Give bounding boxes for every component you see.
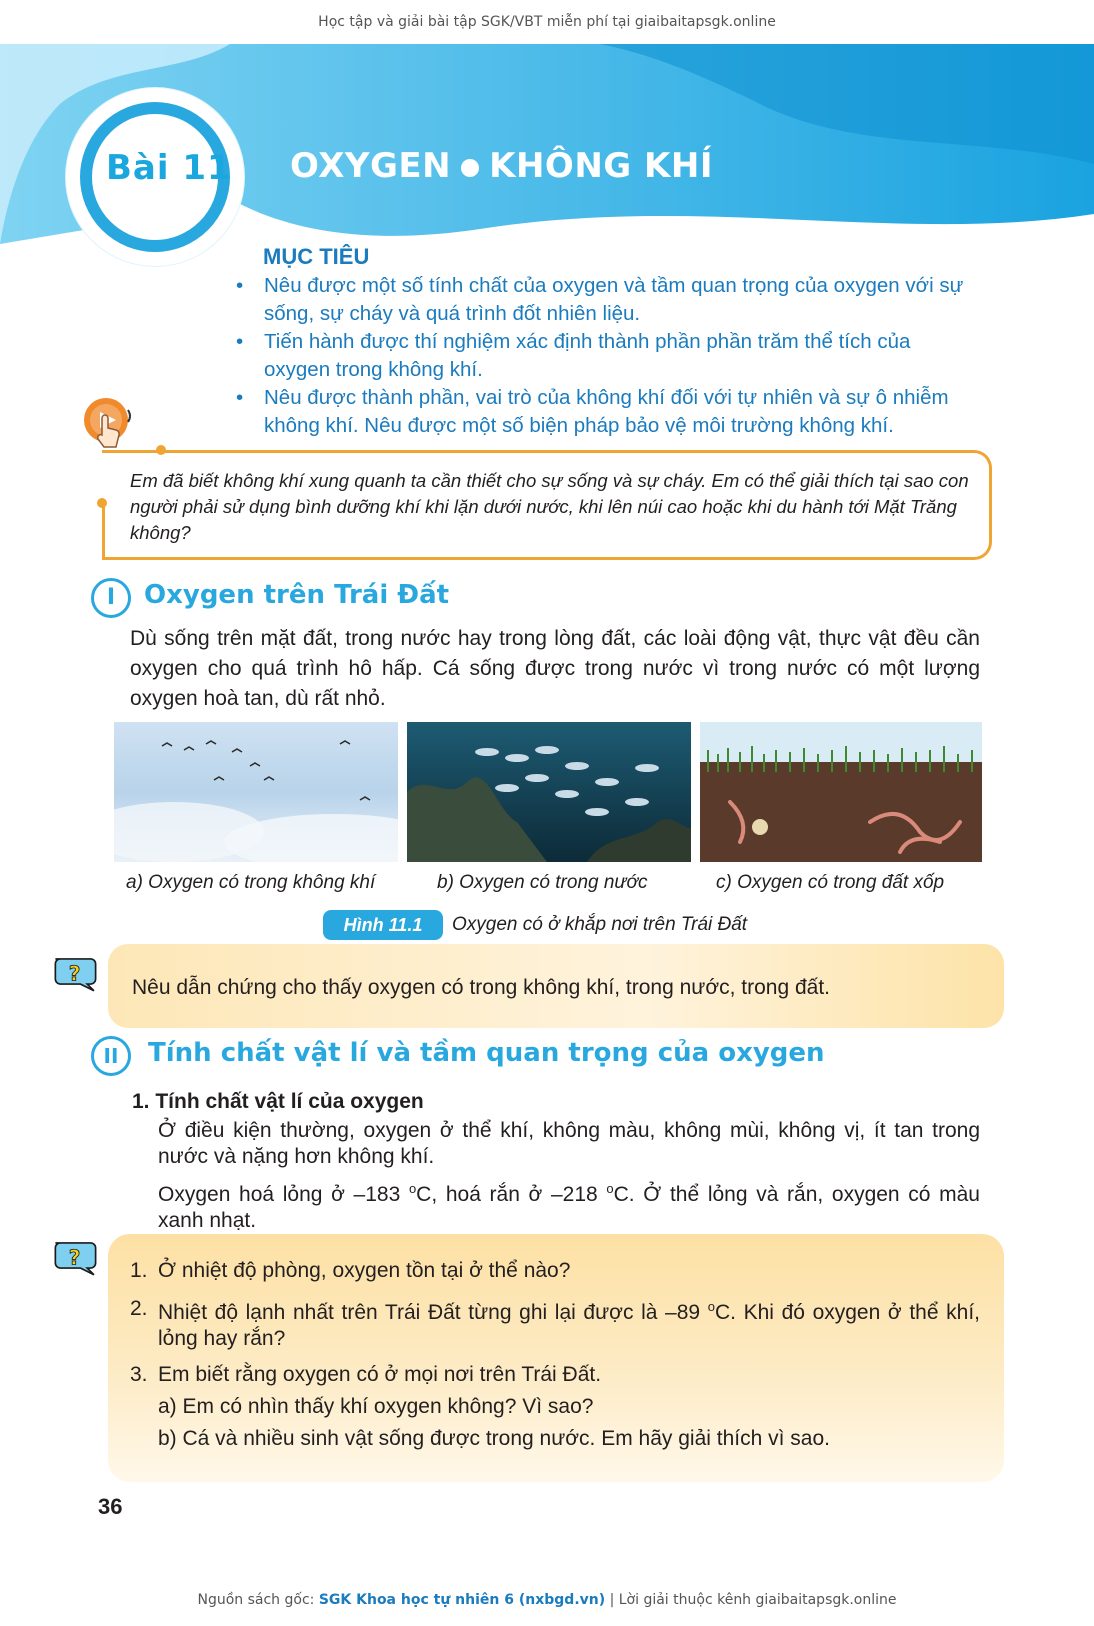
page-number: 36 — [98, 1494, 123, 1519]
question-item: Em biết rằng oxygen có ở mọi nơi trên Trái Đất. — [158, 1363, 602, 1386]
intro-dot — [156, 445, 166, 455]
section-title: Oxygen trên Trái Đất — [144, 580, 450, 610]
lesson-title — [290, 146, 713, 186]
para2-part-a: Oxygen hoá lỏng ở –183 — [158, 1183, 409, 1206]
intro-dot — [97, 498, 107, 508]
lesson-title-part2: KHÔNG KHÍ — [489, 146, 713, 186]
figure-caption-a: a) Oxygen có trong không khí — [126, 872, 376, 893]
footer-suffix: | Lời giải thuộc kênh giaibaitapsgk.online — [605, 1592, 897, 1608]
objective-item: • Nêu được một số tính chất của oxygen và tầm quan trọng của oxygen với sự sống, sự cháy và quá trình đốt nhiên liệu. — [236, 272, 981, 328]
question-subitem: b) Cá và nhiều sinh vật sống được trong nước. Em hãy giải thích vì sao. — [158, 1427, 830, 1450]
lesson-title-part1: OXYGEN — [290, 146, 452, 186]
question-number: 3. — [130, 1363, 148, 1386]
photo-birds-in-sky — [114, 722, 398, 862]
figure-label: Hình 11.1 — [323, 910, 443, 940]
q2-part-a: Nhiệt độ lạnh nhất trên Trái Đất từng ghi lại được là –89 — [158, 1301, 708, 1324]
objectives-list — [236, 272, 981, 440]
question-mark-icon — [52, 954, 104, 994]
top-note: Học tập và giải bài tập SGK/VBT miễn phí tại giaibaitapsgk.online — [318, 14, 776, 30]
para2-part-c: C. Ở thể lỏng và rắn, oxygen có màu xanh nhạt. — [158, 1183, 980, 1232]
section-title: Tính chất vật lí và tầm quan trọng của oxygen — [148, 1038, 825, 1068]
figure-caption-c: c) Oxygen có trong đất xốp — [716, 872, 945, 893]
objective-item: • Nêu được thành phần, vai trò của không khí đối với tự nhiên và sự ô nhiễm không khí. Nêu được một số biện pháp bảo vệ môi trường không khí. — [236, 384, 981, 440]
objectives-title: MỤC TIÊU — [263, 244, 370, 269]
section-paragraph: Dù sống trên mặt đất, trong nước hay trong lòng đất, các loài động vật, thực vật đều cần oxygen cho quá trình hô hấp. Cá sống được trong nước vì trong nước có một lượng oxygen hoà tan, dù rất nhỏ. — [130, 627, 980, 710]
intro-text: Em đã biết không khí xung quanh ta cần thiết cho sự sống và sự cháy. Em có thể giải thích tại sao con người phải sử dụng bình dưỡng khí khi lặn dưới nước, khi lên núi cao hoặc khi du hành tới Mặt Trăng không? — [130, 470, 969, 543]
question-text: Nêu dẫn chứng cho thấy oxygen có trong không khí, trong nước, trong đất. — [132, 976, 830, 999]
para2-part-b: C, hoá rắn ở –218 — [416, 1183, 607, 1206]
section-badge: I — [91, 578, 131, 618]
figure-caption-b: b) Oxygen có trong nước — [437, 872, 648, 893]
objective-item: • Tiến hành được thí nghiệm xác định thành phần phần trăm thể tích của oxygen trong không khí. — [236, 328, 981, 384]
question-number: 2. — [130, 1297, 148, 1320]
photo-fish-underwater — [407, 722, 691, 862]
degree-sign: o — [606, 1181, 614, 1196]
q2-part-b: C. Khi đó oxygen ở thể khí, lỏng hay rắn? — [158, 1301, 981, 1350]
photo-earthworms-in-soil — [700, 722, 982, 862]
degree-sign: o — [408, 1181, 417, 1196]
properties-paragraph-2 — [158, 1176, 980, 1234]
question-item — [158, 1294, 980, 1352]
footer — [0, 1592, 1094, 1608]
subsection-title: 1. Tính chất vật lí của oxygen — [132, 1090, 424, 1113]
question-mark-icon — [52, 1238, 104, 1278]
degree-sign: o — [707, 1299, 715, 1314]
svg-text:?: ? — [68, 961, 81, 986]
footer-prefix: Nguồn sách gốc: — [197, 1592, 319, 1608]
question-number: 1. — [130, 1259, 148, 1282]
question-item: Ở nhiệt độ phòng, oxygen tồn tại ở thể nào? — [158, 1259, 571, 1282]
title-separator-dot — [461, 159, 479, 177]
question-subitem: a) Em có nhìn thấy khí oxygen không? Vì sao? — [158, 1395, 594, 1418]
footer-source-link[interactable]: SGK Khoa học tự nhiên 6 (nxbgd.vn) — [318, 1592, 606, 1608]
lesson-number: Bài 11 — [106, 148, 232, 188]
intro-box-left-edge — [102, 504, 105, 560]
svg-text:?: ? — [68, 1245, 81, 1270]
section-badge: II — [91, 1036, 131, 1076]
figure-title: Oxygen có ở khắp nơi trên Trái Đất — [452, 914, 748, 935]
properties-paragraph-1: Ở điều kiện thường, oxygen ở thể khí, không màu, không mùi, không vị, ít tan trong nước và nặng hơn không khí. — [158, 1119, 980, 1168]
